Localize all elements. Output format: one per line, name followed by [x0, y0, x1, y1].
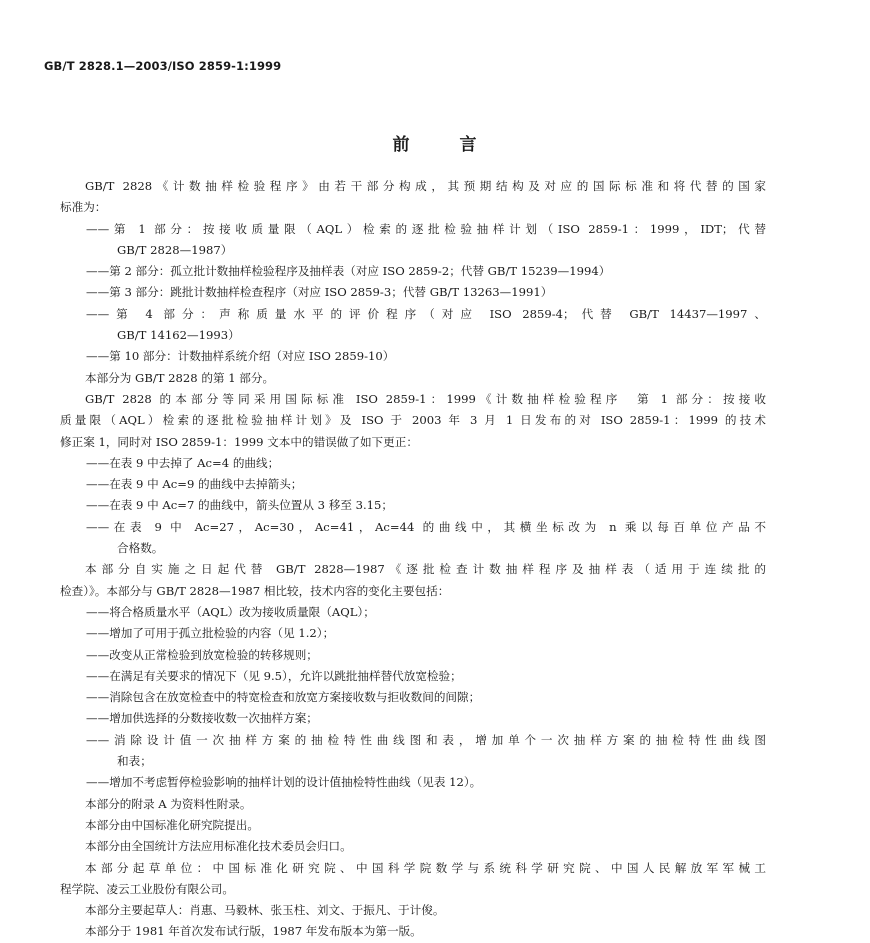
text-line: 本部分由全国统计方法应用标准化技术委员会归口。 — [85, 839, 352, 854]
text-line: 本部分主要起草人：肖惠、马毅林、张玉柱、刘文、于振凡、于计俊。 — [85, 903, 445, 918]
list-item: ——第 1 部分：按接收质量限（AQL）检索的逐批检验抽样计划（ISO 2859-1：1999，IDT；代替 — [86, 221, 766, 236]
list-item: ——在表 9 中 Ac=9 的曲线中去掉箭头； — [86, 477, 303, 492]
text-line: 本部分为 GB/T 2828 的第 1 部分。 — [85, 370, 275, 385]
list-item: ——增加了可用于孤立批检验的内容（见 1.2）； — [86, 626, 335, 641]
list-item: ——第 3 部分：跳批计数抽样检查程序（对应 ISO 2859-3；代替 GB/T 13263—1991） — [86, 285, 553, 300]
text-line: 检查）》。本部分与 GB/T 2828—1987 相比较，技术内容的变化主要包括： — [60, 583, 450, 598]
text-line: 程学院、凌云工业股份有限公司。 — [60, 881, 234, 896]
text-line: 本部分由中国标准化研究院提出。 — [85, 817, 259, 832]
list-item: ——消除设计值一次抽样方案的抽检特性曲线图和表，增加单个一次抽样方案的抽检特性曲线图 — [86, 732, 766, 747]
list-item: ——在表 9 中 Ac=7 的曲线中，箭头位置从 3 移至 3.15； — [86, 498, 394, 513]
text-line: 合格数。 — [117, 541, 164, 556]
text-line: 修正案 1，同时对 ISO 2859-1：1999 文本中的错误做了如下更正： — [60, 434, 418, 449]
text-line: GB/T 2828—1987） — [117, 242, 233, 257]
text-line: 标准为： — [60, 200, 107, 215]
list-item: ——在表 9 中 Ac=27，Ac=30，Ac=41，Ac=44 的曲线中，其横坐标改为 n 乘以每百单位产品不 — [86, 519, 766, 534]
list-item: ——将合格质量水平（AQL）改为接收质量限（AQL）； — [86, 604, 375, 619]
text-line: GB/T 2828《计数抽样检验程序》由若干部分构成，其预期结构及对应的国际标准和将代替的国家 — [85, 179, 766, 193]
list-item: ——改变从正常检验到放宽检验的转移规则； — [86, 647, 318, 662]
list-item: ——第 4 部分：声称质量水平的评价程序（对应 ISO 2859-4；代替 GB/T 14437—1997、 — [86, 306, 766, 321]
list-item: ——第 10 部分：计数抽样系统介绍（对应 ISO 2859-10） — [86, 349, 395, 364]
list-item: ——消除包含在放宽检查中的特宽检查和放宽方案接收数与拒收数间的间隙； — [86, 690, 481, 705]
page-title: 前 言 — [392, 135, 478, 155]
text-line: 质量限（AQL）检索的逐批检验抽样计划》及 ISO 于 2003 年 3 月 1 日发布的对 ISO 2859-1：1999 的技术 — [60, 413, 766, 428]
foreword-body — [60, 176, 766, 943]
text-line: GB/T 2828 的本部分等同采用国际标准 ISO 2859-1：1999《计数抽样检验程序 第 1 部分：按接收 — [85, 391, 766, 406]
text-line: GB/T 14162—1993） — [117, 328, 240, 343]
list-item: ——增加供选择的分数接收数一次抽样方案； — [86, 711, 318, 726]
text-line: 和表； — [117, 754, 152, 769]
standard-number-header: GB/T 2828.1—2003/ISO 2859-1:1999 — [44, 59, 282, 73]
list-item: ——在满足有关要求的情况下（见 9.5），允许以跳批抽样替代放宽检验； — [86, 668, 462, 683]
list-item: ——增加不考虑暂停检验影响的抽样计划的设计值抽检特性曲线（见表 12）。 — [86, 775, 482, 790]
text-line: 本部分自实施之日起代替 GB/T 2828—1987《逐批检查计数抽样程序及抽样表（适用于连续批的 — [85, 562, 766, 577]
text-line: 本部分起草单位：中国标准化研究院、中国科学院数学与系统科学研究院、中国人民解放军军械工 — [85, 860, 766, 875]
text-line: 本部分的附录 A 为资料性附录。 — [85, 796, 252, 811]
text-line: 本部分于 1981 年首次发布试行版，1987 年发布版本为第一版。 — [85, 924, 422, 939]
list-item: ——第 2 部分：孤立批计数抽样检验程序及抽样表（对应 ISO 2859-2；代替 GB/T 15239—1994） — [86, 264, 611, 279]
list-item: ——在表 9 中去掉了 Ac=4 的曲线； — [86, 455, 280, 470]
